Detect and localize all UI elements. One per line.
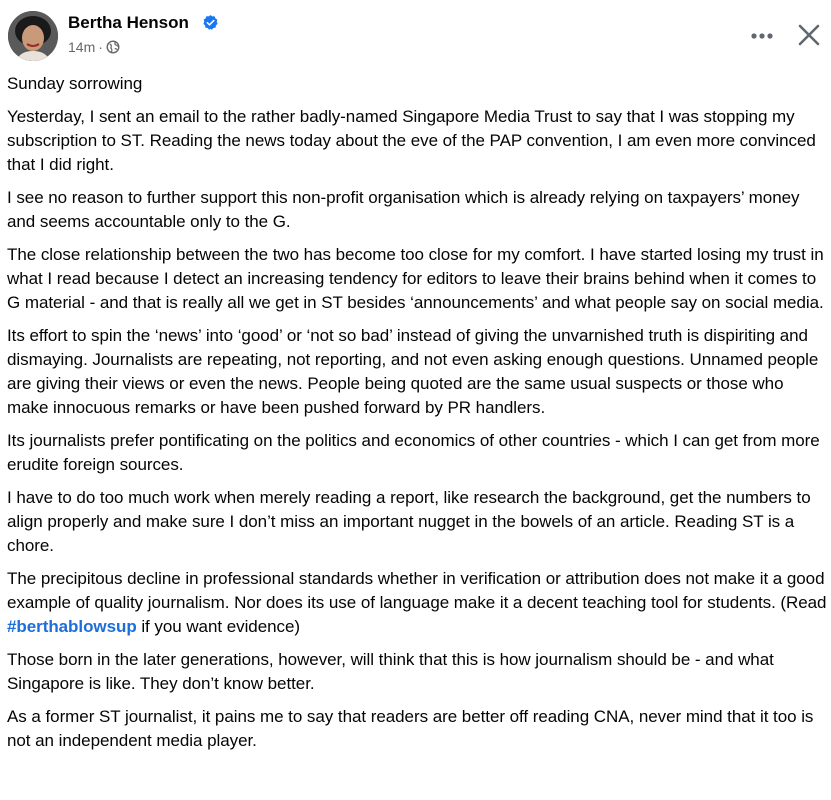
post-header: [0, 0, 831, 72]
post-paragraph: I have to do too much work when merely reading a report, like research the background, get the numbers to align properly and make sure I don’t miss an important nugget in the bowels of an article. Reading ST is a chore.: [7, 488, 811, 555]
meta-separator: ·: [98, 39, 103, 55]
post-paragraph: The close relationship between the two has become too close for my comfort. I have started losing my trust in what I read because I detect an increasing tendency for editors to leave their brains behind when it comes to G material - and that is really all we get in ST besides ‘announcements’ and what people say on social media.: [7, 245, 824, 312]
post-timestamp[interactable]: 14m: [68, 39, 96, 55]
post-paragraph: I see no reason to further support this non-profit organisation which is already relying on taxpayers’ money and seems accountable only to the G.: [7, 188, 800, 231]
post-body: [7, 72, 829, 762]
paragraph-text: if you want evidence): [136, 617, 300, 636]
globe-icon: [106, 40, 120, 54]
close-icon: [792, 18, 826, 52]
post-paragraph: Its journalists prefer pontificating on the politics and economics of other countries - which I can get from more erudite foreign sources.: [7, 431, 820, 474]
more-options-icon: [746, 20, 778, 52]
more-options-button[interactable]: [746, 20, 778, 52]
post-paragraph: As a former ST journalist, it pains me to say that readers are better off reading CNA, never mind that it too is not an independent media player.: [7, 707, 814, 750]
post-paragraph: Its effort to spin the ‘news’ into ‘good’ or ‘not so bad’ instead of giving the unvarnished truth is dispiriting and dismaying. Journalists are repeating, not reporting, and not even asking enough questions. Unnamed people are giving their views or even the news. People being quoted are the same usual suspects or those who make innocuous remarks or have been pushed forward by PR handlers.: [7, 326, 819, 417]
post-paragraph: Those born in the later generations, however, will think that this is how journalism should be - and what Singapore is like. They don’t know better.: [7, 650, 774, 693]
hashtag-link[interactable]: #berthablowsup: [7, 617, 137, 636]
avatar-photo: [8, 11, 58, 61]
paragraph-text: The precipitous decline in professional standards whether in verification or attribution does not make it a good example of quality journalism. Nor does its use of language make it a decent teaching tool for students. (Read: [7, 569, 827, 612]
post-meta: [68, 38, 120, 56]
author-name[interactable]: Bertha Henson: [68, 13, 189, 32]
close-button[interactable]: [792, 18, 826, 52]
post-paragraph: Yesterday, I sent an email to the rather badly-named Singapore Media Trust to say that I was stopping my subscription to ST. Reading the news today about the eve of the PAP convention, I am even more convinced that I did right.: [7, 107, 816, 174]
post-paragraph: Sunday sorrowing: [7, 74, 143, 93]
avatar[interactable]: [8, 11, 58, 61]
post-paragraph-with-hashtag: [7, 567, 829, 639]
verified-badge-icon: [202, 14, 219, 31]
